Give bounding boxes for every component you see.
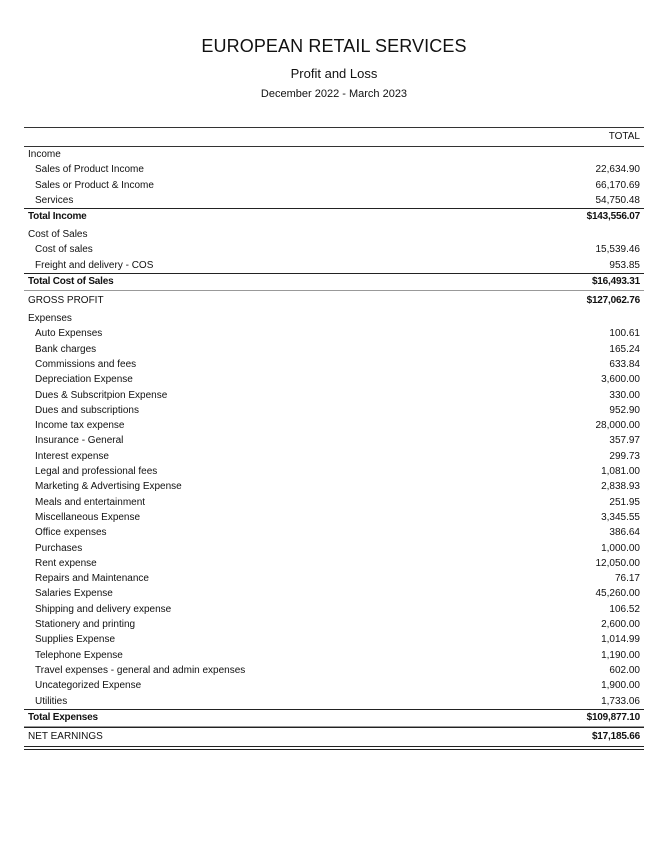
total-label: Total Income [28,211,87,223]
line-item-label: Depreciation Expense [35,374,133,386]
total-cost-of-sales-row [24,273,644,291]
section-label: Cost of Sales [28,229,88,241]
line-item-amount: 953.85 [609,259,640,271]
report-period: December 2022 - March 2023 [260,88,408,100]
line-item-amount: 633.84 [609,358,640,370]
income-line-row [24,178,644,193]
line-item-label: Stationery and printing [35,619,136,631]
expense-line-row [24,418,644,433]
expense-line-row [24,510,644,525]
report-title: Profit and Loss [290,66,378,81]
line-item-amount: 1,190.00 [601,649,640,661]
expense-line-row [24,632,644,647]
line-item-label: Sales of Product Income [35,164,144,176]
line-item-label: Miscellaneous Expense [35,511,141,523]
line-item-label: Bank charges [35,343,97,355]
total-expenses-row [24,709,644,727]
expense-line-row [24,357,644,372]
line-item-label: Insurance - General [35,435,124,447]
line-item-amount: 45,260.00 [595,588,640,600]
income-line-row [24,162,644,177]
line-item-amount: 3,345.55 [601,511,640,523]
column-header-row [24,127,644,147]
line-item-label: Auto Expenses [35,328,103,340]
expense-line-row [24,464,644,479]
line-item-amount: 1,014.99 [601,634,640,646]
gross-profit-amount: $127,062.76 [586,295,640,307]
line-item-label: Legal and professional fees [35,466,158,478]
line-item-label: Commissions and fees [35,358,137,370]
section-label: Expenses [28,313,72,325]
expense-line-row [24,525,644,540]
line-item-label: Interest expense [35,450,109,462]
line-item-amount: 15,539.46 [595,244,640,256]
line-item-label: Cost of sales [35,244,93,256]
expense-line-row [24,326,644,341]
cost-of-sales-items [24,242,644,273]
line-item-label: Dues & Subscritpion Expense [35,389,168,401]
line-item-label: Supplies Expense [35,634,116,646]
line-item-label: Telephone Expense [35,649,123,661]
line-item-label: Travel expenses - general and admin expenses [35,664,246,676]
expense-line-row [24,602,644,617]
line-item-label: Purchases [35,542,83,554]
line-item-amount: 66,170.69 [595,179,640,191]
line-item-label: Freight and delivery - COS [35,259,154,271]
line-item-amount: 165.24 [609,343,640,355]
section-label: Income [28,149,61,160]
line-item-amount: 2,838.93 [601,481,640,493]
expense-line-row [24,617,644,632]
total-amount: $143,556.07 [586,211,640,223]
line-item-amount: 54,750.48 [595,194,640,206]
line-item-amount: 1,900.00 [601,680,640,692]
expense-line-row [24,403,644,418]
line-item-label: Income tax expense [35,420,125,432]
expense-line-row [24,694,644,709]
total-amount: $109,877.10 [586,711,640,723]
line-item-amount: 1,081.00 [601,466,640,478]
cost-of-sales-line-row [24,242,644,257]
total-income-row [24,208,644,225]
expense-line-row [24,388,644,403]
net-earnings-label: NET EARNINGS [28,730,103,742]
expense-line-row [24,648,644,663]
expense-line-row [24,433,644,448]
line-item-label: Dues and subscriptions [35,404,139,416]
line-item-label: Office expenses [35,527,107,539]
line-item-label: Rent expense [35,557,97,569]
profit-loss-table [24,127,644,750]
line-item-amount: 100.61 [609,328,640,340]
expense-line-row [24,342,644,357]
line-item-amount: 76.17 [614,573,640,585]
column-header-total: TOTAL [608,131,640,142]
line-item-amount: 1,733.06 [601,695,640,707]
line-item-label: Salaries Expense [35,588,113,600]
expense-line-row [24,449,644,464]
line-item-amount: 2,600.00 [601,619,640,631]
total-label: Total Expenses [28,711,98,723]
expense-items [24,326,644,708]
line-item-label: Meals and entertainment [35,496,146,508]
line-item-amount: 330.00 [609,389,640,401]
line-item-amount: 1,000.00 [601,542,640,554]
expense-line-row [24,556,644,571]
double-underline [24,746,644,750]
line-item-label: Utilities [35,695,68,707]
line-item-amount: 602.00 [609,664,640,676]
total-label: Total Cost of Sales [28,276,114,288]
expense-line-row [24,372,644,387]
expense-line-row [24,479,644,494]
net-earnings-amount: $17,185.66 [591,730,640,742]
line-item-label: Uncategorized Expense [35,680,142,692]
cost-of-sales-line-row [24,258,644,273]
line-item-amount: 22,634.90 [595,164,640,176]
company-name: EUROPEAN RETAIL SERVICES [201,36,467,56]
income-line-row [24,193,644,208]
expense-line-row [24,495,644,510]
line-item-label: Shipping and delivery expense [35,603,172,615]
expense-line-row [24,663,644,678]
line-item-amount: 299.73 [609,450,640,462]
line-item-amount: 952.90 [609,404,640,416]
line-item-amount: 106.52 [609,603,640,615]
line-item-amount: 357.97 [609,435,640,447]
net-earnings-row [24,727,644,746]
expense-line-row [24,586,644,601]
line-item-amount: 386.64 [609,527,640,539]
line-item-label: Services [35,194,74,206]
line-item-label: Sales or Product & Income [35,179,154,191]
line-item-label: Repairs and Maintenance [35,573,149,585]
line-item-label: Marketing & Advertising Expense [35,481,182,493]
gross-profit-label: GROSS PROFIT [28,295,104,307]
section-heading-expenses [24,311,644,326]
line-item-amount: 3,600.00 [601,374,640,386]
line-item-amount: 28,000.00 [595,420,640,432]
expense-line-row [24,571,644,586]
expense-line-row [24,678,644,693]
expense-line-row [24,541,644,556]
total-amount: $16,493.31 [591,276,640,288]
line-item-amount: 12,050.00 [595,557,640,569]
section-heading-cost-of-sales [24,227,644,242]
income-items [24,162,644,208]
section-heading-income [24,147,644,162]
line-item-amount: 251.95 [609,496,640,508]
gross-profit-row [24,291,644,308]
